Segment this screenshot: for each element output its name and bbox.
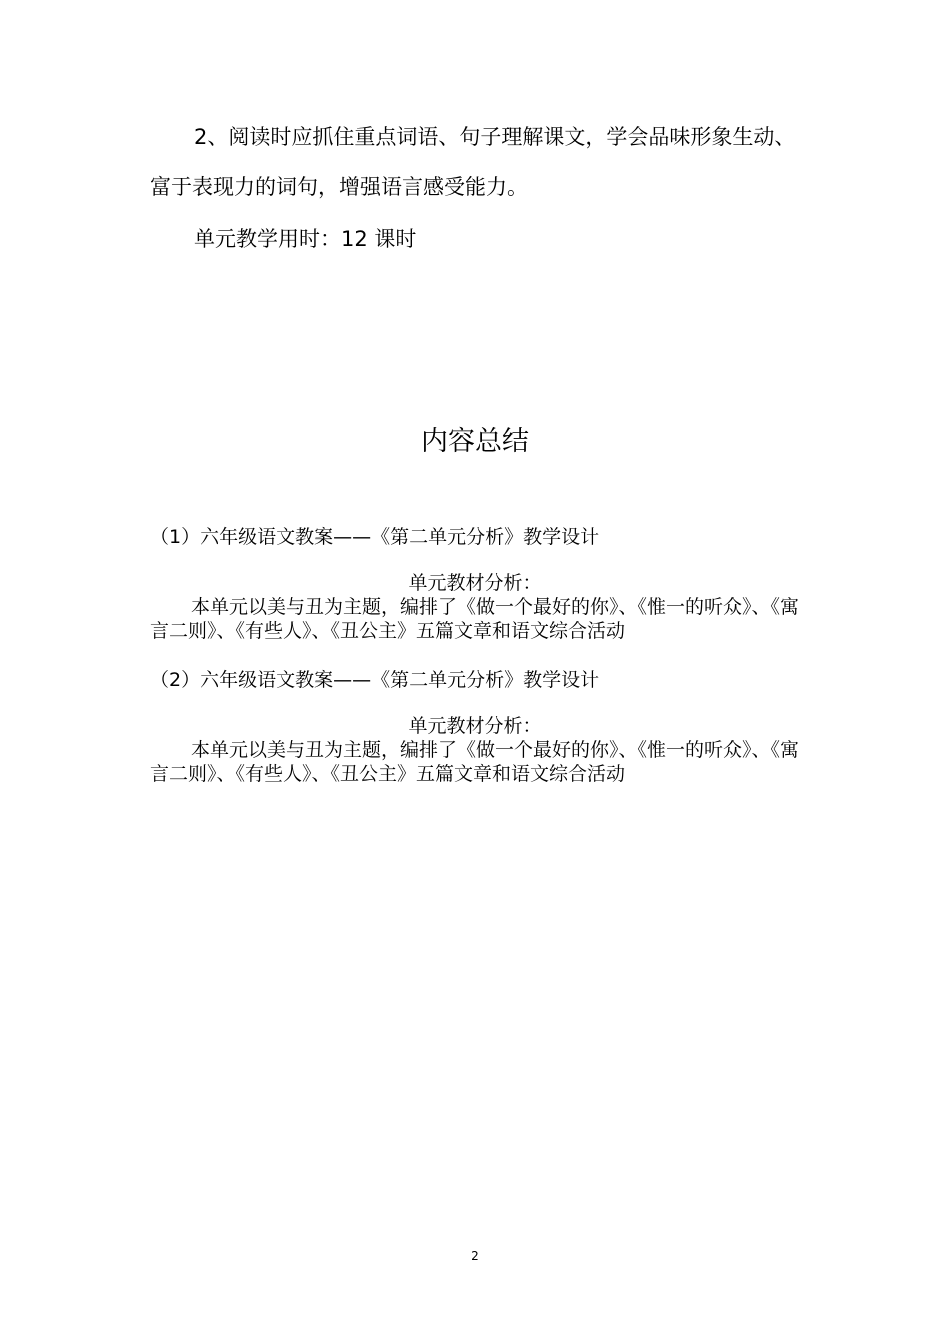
intro-section (150, 112, 800, 212)
page-number: 2 (471, 1249, 479, 1263)
summary-title: 内容总结 (421, 426, 529, 457)
entry-spacer (150, 692, 800, 714)
teaching-hours-line: 单元教学用时：12 课时 (194, 227, 417, 251)
intro-paragraph: 2、阅读时应抓住重点词语、句子理解课文，学会品味形象生动、富于表现力的词句，增强语言感受能力。 (150, 125, 796, 199)
summary-entry (150, 525, 800, 643)
entry-body: 本单元以美与丑为主题，编排了《做一个最好的你》、《惟一的听众》、《寓言二则》、《有些人》、《丑公主》五篇文章和语文综合活动 (150, 739, 800, 785)
summary-entry (150, 668, 800, 786)
entry-heading: （1）六年级语文教案——《第二单元分析》教学设计 (150, 526, 600, 548)
entry-spacer (150, 549, 800, 571)
entry-heading: （2）六年级语文教案——《第二单元分析》教学设计 (150, 669, 600, 691)
entry-subheading: 单元教材分析： (408, 572, 542, 594)
entry-subheading: 单元教材分析： (408, 715, 542, 737)
entry-body: 本单元以美与丑为主题，编排了《做一个最好的你》、《惟一的听众》、《寓言二则》、《有些人》、《丑公主》五篇文章和语文综合活动 (150, 596, 800, 642)
